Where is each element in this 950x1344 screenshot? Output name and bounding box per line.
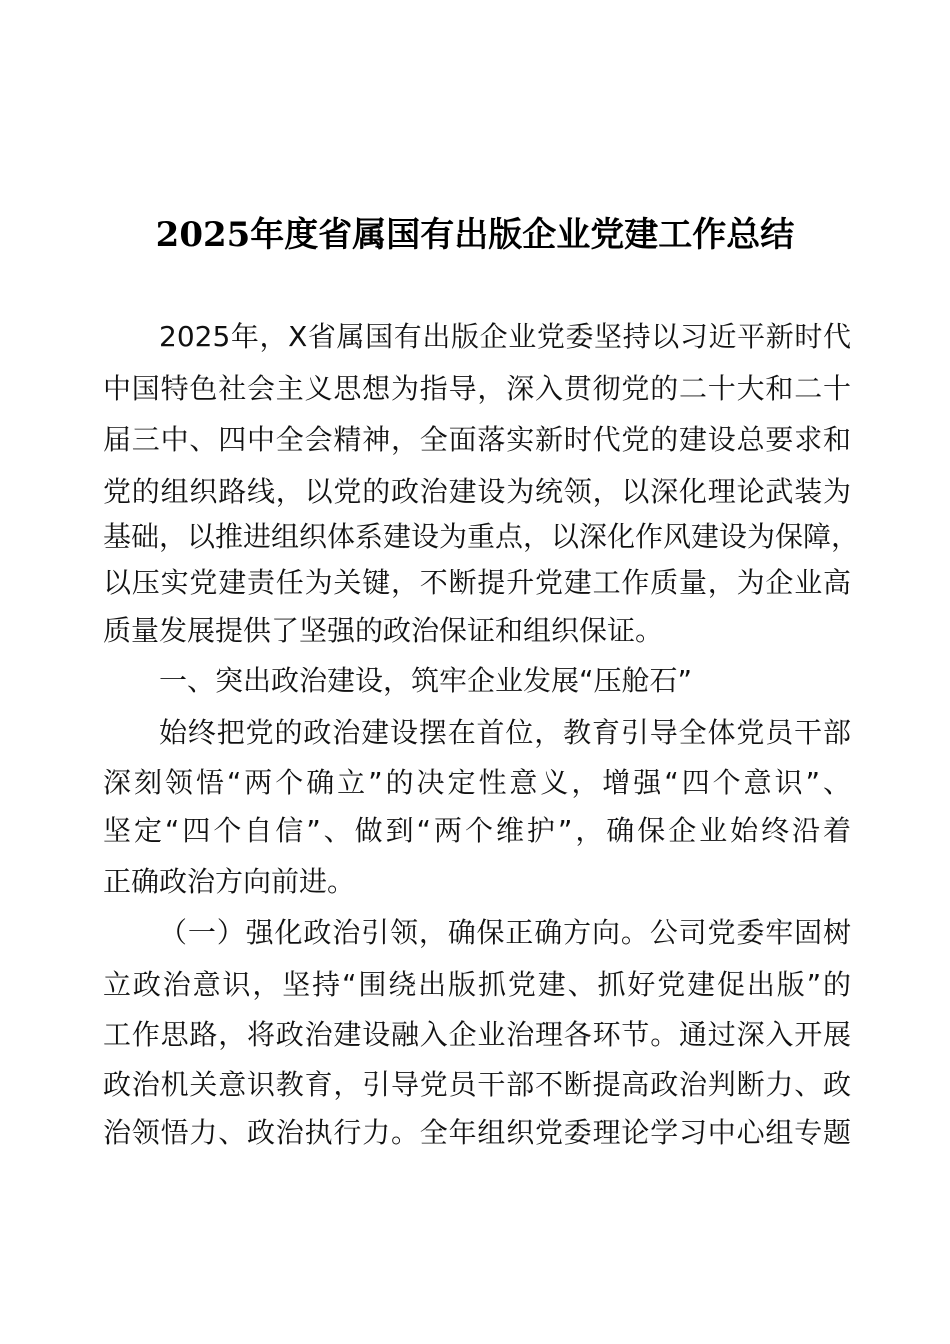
paragraph-line: 以压实党建责任为关键，不断提升党建工作质量，为企业高 (103, 566, 851, 599)
subsection-line: （一）强化政治引领，确保正确方向。公司党委牢固树 (159, 916, 851, 949)
paragraph-line: 党的组织路线，以党的政治建设为统领，以深化理论武装为 (103, 475, 851, 508)
paragraph-line: 治领悟力、政治执行力。全年组织党委理论学习中心组专题 (103, 1116, 851, 1149)
paragraph-line: 立政治意识，坚持“围绕出版抓党建、抓好党建促出版”的 (103, 968, 851, 1001)
paragraph-line: 基础，以推进组织体系建设为重点，以深化作风建设为保障， (103, 520, 860, 553)
document-title: 2025年度省属国有出版企业党建工作总结 (155, 215, 795, 255)
paragraph-line: 始终把党的政治建设摆在首位，教育引导全体党员干部 (159, 716, 851, 749)
paragraph-line: 政治机关意识教育，引导党员干部不断提高政治判断力、政 (103, 1068, 851, 1101)
section-heading: 一、突出政治建设，筑牢企业发展“压舱石” (159, 664, 693, 697)
paragraph-line: 深刻领悟“两个确立”的决定性意义，增强“四个意识”、 (103, 766, 851, 799)
paragraph-line: 中国特色社会主义思想为指导，深入贯彻党的二十大和二十 (103, 372, 851, 405)
paragraph-line: 2025年，X省属国有出版企业党委坚持以习近平新时代 (159, 320, 851, 353)
paragraph-line: 正确政治方向前进。 (103, 865, 356, 898)
paragraph-line: 坚定“四个自信”、做到“两个维护”，确保企业始终沿着 (103, 814, 851, 847)
paragraph-line: 工作思路，将政治建设融入企业治理各环节。通过深入开展 (103, 1018, 851, 1051)
paragraph-line: 质量发展提供了坚强的政治保证和组织保证。 (103, 614, 664, 647)
paragraph-line: 届三中、四中全会精神，全面落实新时代党的建设总要求和 (103, 423, 851, 456)
